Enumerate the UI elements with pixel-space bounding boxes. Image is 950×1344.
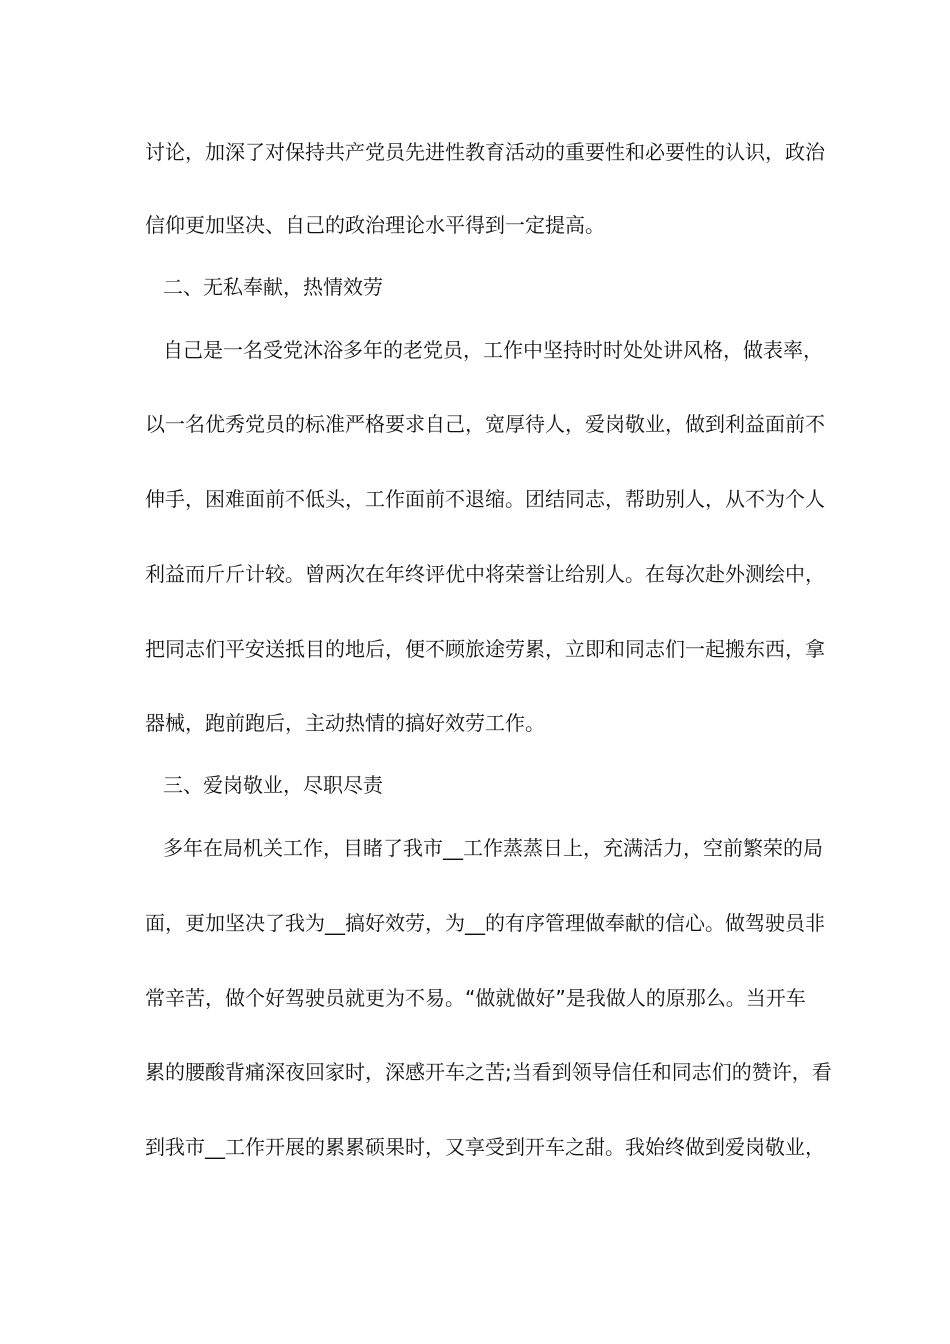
body-text-line: 多年在局机关工作，目睹了我市__工作蒸蒸日上，充满活力，空前繁荣的局 bbox=[163, 836, 823, 860]
section-heading: 三、爱岗敬业，尽职尽责 bbox=[163, 773, 383, 797]
body-text-line: 器械，跑前跑后，主动热情的搞好效劳工作。 bbox=[145, 711, 545, 735]
body-text-line: 面，更加坚决了我为__搞好效劳，为__的有序管理做奉献的信心。做驾驶员非 bbox=[145, 911, 825, 935]
section-heading: 二、无私奉献，热情效劳 bbox=[163, 275, 383, 299]
body-text-line: 到我市__工作开展的累累硕果时，又享受到开车之甜。我始终做到爱岗敬业， bbox=[145, 1135, 825, 1159]
body-text-line: 伸手，困难面前不低头，工作面前不退缩。团结同志，帮助别人，从不为个人 bbox=[145, 487, 825, 511]
body-text-line: 信仰更加坚决、自己的政治理论水平得到一定提高。 bbox=[145, 213, 605, 237]
body-text-line: 累的腰酸背痛深夜回家时，深感开车之苦;当看到领导信任和同志们的赞许，看 bbox=[145, 1060, 832, 1084]
body-text-line: 自己是一名受党沐浴多年的老党员，工作中坚持时时处处讲风格，做表率， bbox=[163, 338, 823, 362]
body-text-line: 讨论，加深了对保持共产党员先进性教育活动的重要性和必要性的认识，政治 bbox=[145, 140, 825, 164]
body-text-line: 利益而斤斤计较。曾两次在年终评优中将荣誉让给别人。在每次赴外测绘中， bbox=[145, 562, 825, 586]
body-text-line: 以一名优秀党员的标准严格要求自己，宽厚待人，爱岗敬业，做到利益面前不 bbox=[145, 412, 825, 436]
body-text-line: 把同志们平安送抵目的地后，便不顾旅途劳累，立即和同志们一起搬东西，拿 bbox=[145, 637, 825, 661]
body-text-line: 常辛苦，做个好驾驶员就更为不易。“做就做好”是我做人的原那么。当开车 bbox=[145, 986, 806, 1010]
